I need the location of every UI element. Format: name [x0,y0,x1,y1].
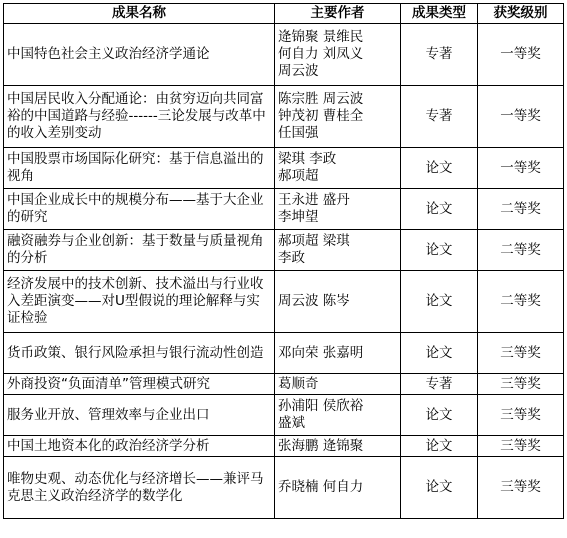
author-line: 周云波 [278,63,319,79]
header-title: 成果名称 [4,4,275,24]
authors-cell [275,86,401,148]
achievement-type: 论文 [401,230,478,271]
author-line: 李政 [278,250,305,266]
award-level: 一等奖 [478,86,564,148]
author-line: 钟茂初 曹桂全 [278,108,364,124]
author-line: 逄锦聚 景维民 [278,29,364,45]
author-line: 盛斌 [278,415,305,431]
table-row [4,457,564,519]
achievement-type: 论文 [401,395,478,436]
award-level: 三等奖 [478,457,564,519]
table-row [4,333,564,374]
author-line: 何自力 刘凤义 [278,46,364,62]
author-line: 邓向荣 张嘉明 [278,344,364,361]
authors-cell [275,374,401,395]
author-line: 李坤望 [278,209,319,225]
award-level: 二等奖 [478,189,564,230]
achievement-type: 论文 [401,271,478,333]
achievement-title: 中国居民收入分配通论：由贫穷迈向共同富裕的中国道路与经验------三论发展与改革中的收入差别变动 [4,86,275,148]
authors-cell [275,436,401,457]
table-row [4,230,564,271]
award-level: 二等奖 [478,230,564,271]
authors-cell [275,333,401,374]
achievement-title: 货币政策、银行风险承担与银行流动性创造 [4,333,275,374]
table-row [4,86,564,148]
author-line: 陈宗胜 周云波 [278,91,364,107]
award-level: 一等奖 [478,24,564,86]
awards-table [3,3,564,519]
award-level: 三等奖 [478,374,564,395]
author-line: 梁琪 李政 [278,151,337,167]
achievement-title: 中国企业成长中的规模分布——基于大企业的研究 [4,189,275,230]
header-type: 成果类型 [401,4,478,24]
achievement-type: 论文 [401,457,478,519]
authors-cell [275,24,401,86]
achievement-type: 论文 [401,333,478,374]
award-level: 一等奖 [478,148,564,189]
authors-cell [275,457,401,519]
author-line: 乔晓楠 何自力 [278,479,364,495]
table-row [4,271,564,333]
achievement-title: 中国土地资本化的政治经济学分析 [4,436,275,457]
achievement-title: 外商投资“负面清单”管理模式研究 [4,374,275,395]
table-row [4,436,564,457]
author-line: 任国强 [278,125,319,141]
author-line: 孙浦阳 侯欣裕 [278,398,364,414]
authors-cell [275,271,401,333]
header-level: 获奖级别 [478,4,564,24]
author-line: 周云波 陈岑 [278,293,350,309]
table-body [4,24,564,519]
achievement-type: 专著 [401,24,478,86]
header-authors: 主要作者 [275,4,401,24]
achievement-type: 专著 [401,374,478,395]
achievement-type: 论文 [401,436,478,457]
achievement-type: 论文 [401,148,478,189]
header-row [4,4,564,24]
award-level: 三等奖 [478,333,564,374]
table-row [4,189,564,230]
authors-cell [275,395,401,436]
authors-cell [275,189,401,230]
award-level: 二等奖 [478,271,564,333]
achievement-title: 中国股票市场国际化研究：基于信息溢出的视角 [4,148,275,189]
authors-cell [275,148,401,189]
author-line: 王永进 盛丹 [278,192,350,208]
award-level: 三等奖 [478,395,564,436]
achievement-title: 融资融券与企业创新：基于数量与质量视角的分析 [4,230,275,271]
achievement-type: 专著 [401,86,478,148]
authors-cell [275,230,401,271]
achievement-type: 论文 [401,189,478,230]
author-line: 葛顺奇 [278,375,319,392]
achievement-title: 服务业开放、管理效率与企业出口 [4,395,275,436]
author-line: 张海鹏 逄锦聚 [278,437,364,454]
table-row [4,395,564,436]
table-row [4,24,564,86]
author-line: 郝项超 梁琪 [278,233,350,249]
achievement-title: 中国特色社会主义政治经济学通论 [4,24,275,86]
table-row [4,148,564,189]
award-level: 三等奖 [478,436,564,457]
author-line: 郝项超 [278,168,319,184]
achievement-title: 经济发展中的技术创新、技术溢出与行业收入差距演变——对U型假说的理论解释与实证检验 [4,271,275,333]
achievement-title: 唯物史观、动态优化与经济增长——兼评马克思主义政治经济学的数学化 [4,457,275,519]
table-row [4,374,564,395]
